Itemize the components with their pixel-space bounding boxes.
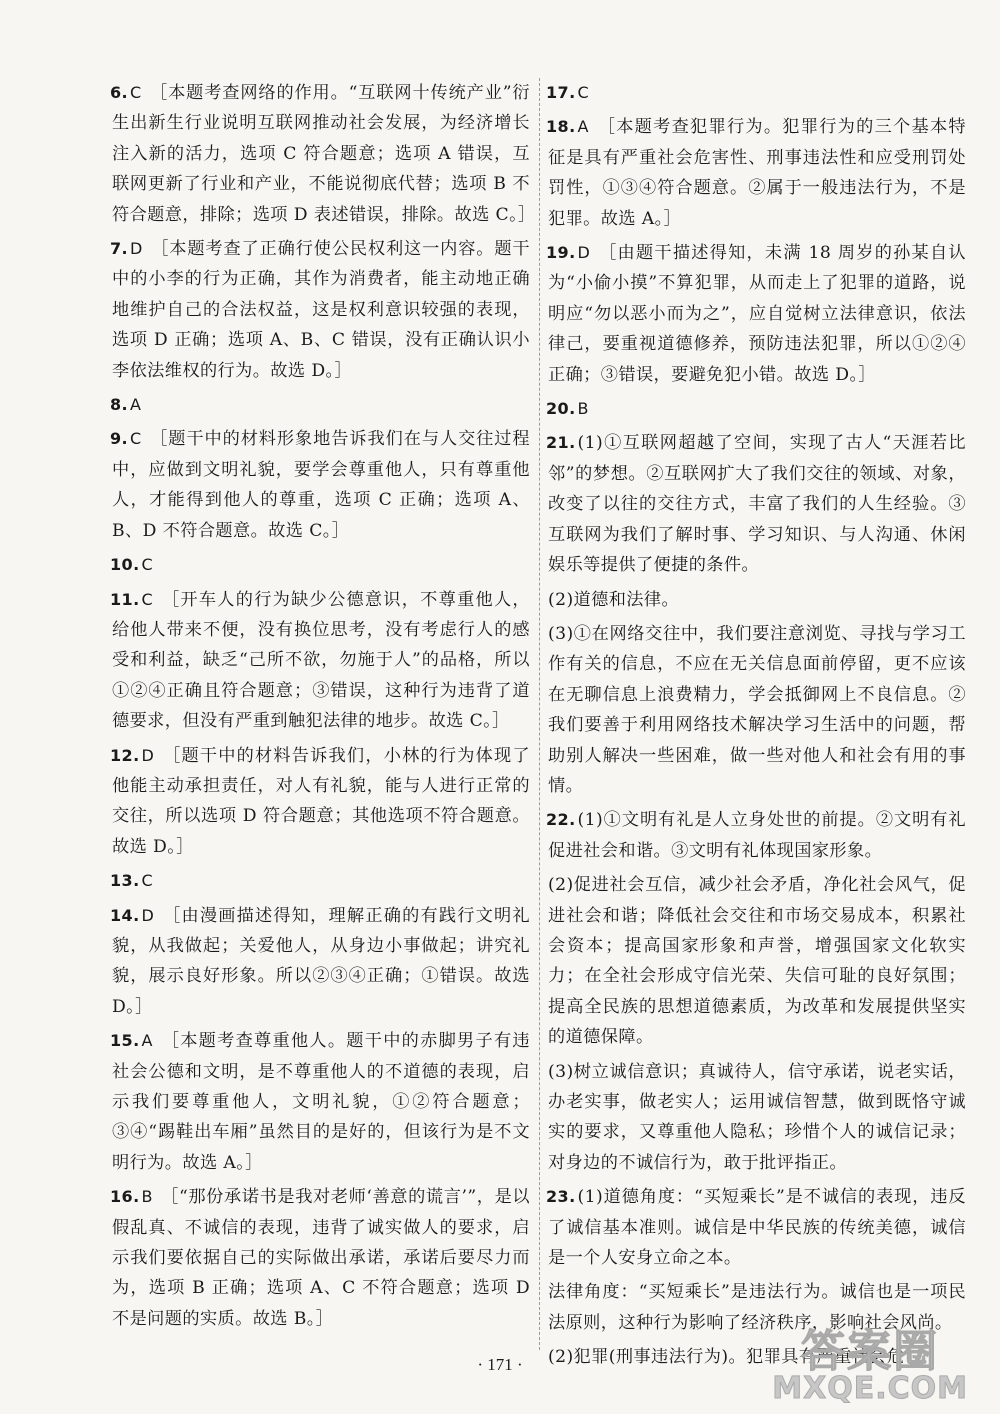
watermark-logo [772,1315,968,1406]
question-number: 12. [110,745,140,765]
question-number: 14. [110,905,140,925]
question-number: 17. [546,83,576,102]
question-number: 22. [546,810,576,830]
answer-explanation: ［开车人的行为缺少公德意识，不尊重他人，给他人带来不便，没有换位思考，没有考虑行人的感受和利益，缺乏“己所不欲，勿施于人”的品格，所以①②④正确且符合题意；③错误，这种行为违背了道德要求，但没有严重到触犯法律的地步。故选 C。］ [112,589,530,732]
answer-item [548,78,966,108]
question-number: 18. [546,117,576,137]
answer-item [548,112,966,234]
question-number: 21. [546,433,576,453]
answer-explanation: ［本题考查犯罪行为。犯罪行为的三个基本特征是具有严重社会危害性、刑事违法性和应受刑罚处罚性，①③④符合题意。②属于一般违法行为，不是犯罪。故选 A。］ [548,117,966,229]
question-number: 16. [110,1187,140,1207]
question-number: 10. [110,555,140,575]
answer-item [112,1182,530,1334]
answer-explanation: ［“那份承诺书是我对老师‘善意的谎言’”，是以假乱真、不诚信的表现，违背了诚实做人的要求，启示我们要依据自己的实际做出承诺，承诺后要尽力而为，选项 B 正确；选项 A、C 不符合题意；选项 D 不是问题的实质。故选 B。］ [112,1187,530,1329]
answer-item [548,805,966,866]
answer-item [112,1026,530,1178]
question-number: 23. [546,1187,576,1207]
answer-choice: A [141,1031,153,1051]
answer-sub-part: (2)促进社会互信，减少社会矛盾，净化社会风气，促进社会和谐；降低社会交往和市场交易成本，积累社会资本；提高国家形象和声誉，增强国家文化软实力；在全社会形成守信光荣、失信可耻的良好氛围；提高全民族的思想道德素质，为改革和发展提供坚实的道德保障。 [548,875,966,1048]
watermark-main-text: 答案圈 [801,1326,940,1377]
answer-choice: C [141,589,154,609]
page-number: · 171 · [477,1355,523,1374]
question-number: 13. [110,871,140,891]
answer-choice: C [130,429,142,449]
answer-explanation: (1)道德角度：“买短乘长”是不诚信的表现，违反了诚信基本准则。诚信是中华民族的传统美德，诚信是一个人安身立命之本。 [548,1187,966,1269]
answer-explanation: (1)①文明有礼是人立身处世的前提。②文明有礼促进社会和谐。③文明有礼体现国家形象。 [548,810,966,861]
answer-choice: A [130,395,142,415]
answer-explanation: ［本题考查了正确行使公民权利这一内容。题干中的小李的行为正确，其作为消费者，能主动地正确地维护自己的合法权益，这是权利意识较强的表现，选项 D 正确；选项 A、B、C 错误，没有正确认识小李依法维权的行为。故选 D。］ [112,239,530,381]
question-number: 15. [110,1031,140,1051]
answer-item [112,550,530,580]
answer-choice: D [577,243,591,263]
answer-explanation: ［本题考查网络的作用。“互联网十传统产业”衍生出新生行业说明互联网推动社会发展，为经济增长注入新的活力，选项 C 符合题意；选项 A 错误，互联网更新了行业和产业，不能说彻底代替；选项 B 不符合题意，排除；选项 D 表述错误，排除。故选 C。］ [112,83,536,225]
question-number: 8. [110,395,129,415]
answer-item [548,238,966,390]
answer-sub-part: (3)①在网络交往中，我们要注意浏览、寻找与学习工作有关的信息，不应在无关信息面前停留，更不应该在无聊信息上浪费精力，学会抵御网上不良信息。②我们要善于利用网络技术解决学习生活中的问题，帮助别人解决一些困难，做一些对他人和社会有用的事情。 [548,623,966,796]
answer-item [548,1182,966,1273]
left-column [110,78,536,1338]
answer-item [548,428,966,580]
answer-explanation: (1)①互联网超越了空间，实现了古人“天涯若比邻”的梦想。②互联网扩大了我们交往的领域、对象，改变了以往的交往方式，丰富了我们的人生经验。③互联网为我们了解时事、学习知识、与人沟通、休闲娱乐等提供了便捷的条件。 [548,433,966,576]
answer-item [112,424,530,546]
answer-sub-part: 法律角度：“买短乘长”是违法行为。诚信也是一项民法原则，这种行为影响了经济秩序，影响社会风尚。 [548,1282,966,1333]
answer-choice: C [141,555,154,575]
answer-item [112,390,530,420]
answer-choice: D [141,905,155,925]
answer-item [110,78,536,230]
answer-explanation: ［由题干描述得知，未满 18 周岁的孙某自认为“小偷小摸”不算犯罪，从而走上了犯罪的道路，说明应“勿以恶小而为之”，应自觉树立法律意识，依法律己，要重视道德修养，预防违法犯罪，所以①②④正确；③错误，要避免犯小错。故选 D。］ [548,243,966,385]
answer-item [548,394,966,424]
answer-explanation: ［本题考查尊重他人。题干中的赤脚男子有违社会公德和文明，是不尊重他人的不道德的表现，启示我们要尊重他人，文明礼貌，①②符合题意；③④“踢鞋出车厢”虽然目的是好的，但该行为是不文明行为。故选 A。］ [112,1031,530,1173]
answer-explanation: ［题干中的材料形象地告诉我们在与人交往过程中，应做到文明礼貌，要学会尊重他人，只有尊重他人，才能得到他人的尊重，选项 C 正确；选项 A、B、D 不符合题意。故选 C。］ [112,429,530,541]
answer-choice: C [141,871,154,891]
right-column [548,78,966,1377]
answer-item [112,866,530,896]
answer-choice: B [577,399,589,419]
answer-item [112,234,530,386]
question-number: 7. [110,239,129,259]
question-number: 20. [546,399,576,419]
answer-explanation: ［由漫画描述得知，理解正确的有践行文明礼貌，从我做起；关爱他人，从身边小事做起；讲究礼貌，展示良好形象。所以②③④正确；①错误。故选 D。］ [112,905,530,1017]
question-number: 9. [110,429,129,449]
question-number: 11. [110,589,140,609]
answer-choice: D [130,239,143,259]
question-number: 19. [546,243,576,263]
answer-sub-part: (2)道德和法律。 [548,589,680,610]
answer-item [112,741,530,863]
question-number: 6. [110,83,129,102]
answer-sub-part: (2)犯罪(刑事违法行为)。犯罪具有严重社会危 [548,1347,905,1368]
answer-choice: B [141,1187,153,1207]
answer-choice: D [141,745,155,765]
watermark-site-text: MXQE.COM [772,1371,968,1406]
answer-item [112,585,530,737]
answer-choice: C [577,83,590,102]
answer-sub-part: (3)树立诚信意识；真诚待人，信守承诺，说老实话，办老实事，做老实人；运用诚信智慧，做到既恪守诚实的要求，又尊重他人隐私；珍惜个人的诚信记录；对身边的不诚信行为，敢于批评指正。 [548,1061,966,1173]
answer-explanation: ［题干中的材料告诉我们，小林的行为体现了他能主动承担责任，对人有礼貌，能与人进行正常的交往，所以选项 D 符合题意；其他选项不符合题意。故选 D。］ [112,745,530,857]
answer-item [112,901,530,1023]
answer-choice: C [130,83,142,102]
answer-choice: A [577,117,589,137]
column-divider [539,78,540,1350]
